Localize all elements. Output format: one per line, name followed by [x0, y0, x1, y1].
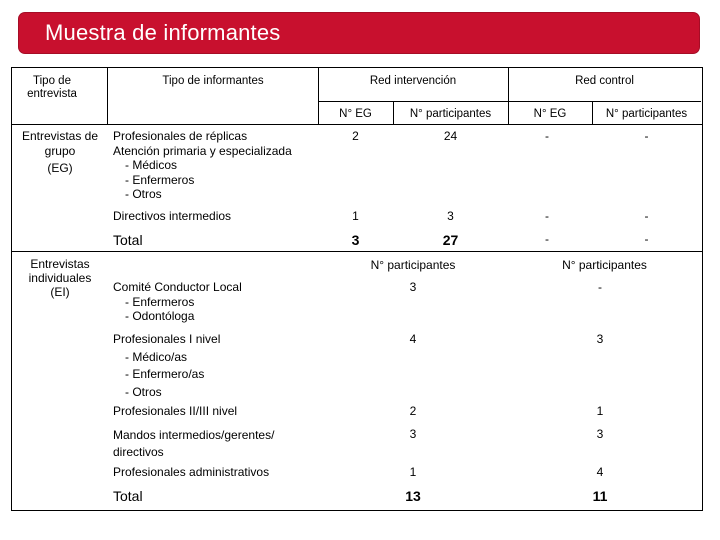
eg-total-int-eg: 3	[351, 232, 360, 248]
header-red-intervencion: Red intervención	[369, 75, 457, 87]
eg-row-1-ctl-eg: -	[545, 129, 549, 143]
ei-label: Entrevistas individuales (EI)	[28, 257, 92, 299]
header-int-n-participantes: N° participantes	[409, 108, 492, 120]
header-ctl-n-eg: N° EG	[533, 108, 567, 120]
eg-row-1-ctl-part: -	[644, 129, 649, 143]
header-tipo-entrevista: Tipo de entrevista	[27, 75, 77, 100]
eg-row-1-int-eg: 2	[352, 129, 359, 143]
ei-row-3-informantes: Profesionales II/III nivel	[113, 404, 238, 418]
header-red-control: Red control	[575, 75, 634, 87]
eg-total-int-part: 27	[442, 232, 459, 248]
ei-row-4-ctl: 3	[596, 427, 604, 441]
divider	[11, 124, 702, 125]
eg-row-2-int-part: 3	[447, 209, 454, 223]
eg-row-1-informantes: Profesionales de réplicas Atención primaria y especializada - Médicos - Enfermeros - Otros	[113, 129, 292, 201]
eg-row-1-int-part: 24	[443, 129, 458, 143]
ei-ctl-header: N° participantes	[562, 258, 647, 272]
eg-label: Entrevistas de grupo (EG)	[21, 129, 99, 175]
ei-row-1-informantes: Comité Conductor Local - Enfermeros - Odontóloga	[113, 280, 242, 323]
ei-total-int: 13	[405, 488, 421, 504]
eg-row-2-ctl-part: -	[644, 209, 649, 223]
eg-total-label: Total	[113, 232, 143, 248]
ei-row-2-int: 4	[409, 332, 417, 346]
eg-row-2-int-eg: 1	[352, 209, 359, 223]
header-int-n-eg: N° EG	[339, 108, 372, 120]
ei-row-1-ctl: -	[598, 280, 602, 294]
divider	[11, 251, 702, 252]
divider	[318, 101, 701, 102]
eg-total-ctl-eg: -	[545, 232, 549, 246]
title-banner	[19, 13, 699, 53]
header-ctl-n-participantes: N° participantes	[605, 108, 688, 120]
ei-total-label: Total	[113, 488, 143, 504]
ei-row-3-int: 2	[409, 404, 417, 418]
ei-row-2-ctl: 3	[596, 332, 604, 346]
ei-row-1-int: 3	[409, 280, 417, 294]
ei-row-5-int: 1	[409, 465, 417, 479]
ei-total-ctl: 11	[592, 488, 608, 504]
eg-total-ctl-part: -	[644, 232, 649, 246]
eg-row-2-ctl-eg: -	[545, 209, 549, 223]
eg-row-2-informantes: Directivos intermedios	[113, 209, 232, 223]
ei-row-5-informantes: Profesionales administrativos	[113, 465, 270, 479]
ei-row-4-int: 3	[409, 427, 417, 441]
ei-row-3-ctl: 1	[596, 404, 604, 418]
ei-int-header: N° participantes	[370, 258, 456, 272]
header-tipo-informantes: Tipo de informantes	[162, 75, 264, 87]
ei-row-2-informantes: Profesionales I nivel - Médico/as - Enfermero/as - Otros	[113, 332, 221, 399]
ei-row-5-ctl: 4	[596, 465, 604, 479]
page-title: Muestra de informantes	[45, 20, 281, 45]
ei-row-4-informantes: Mandos intermedios/gerentes/ directivos	[113, 428, 275, 459]
